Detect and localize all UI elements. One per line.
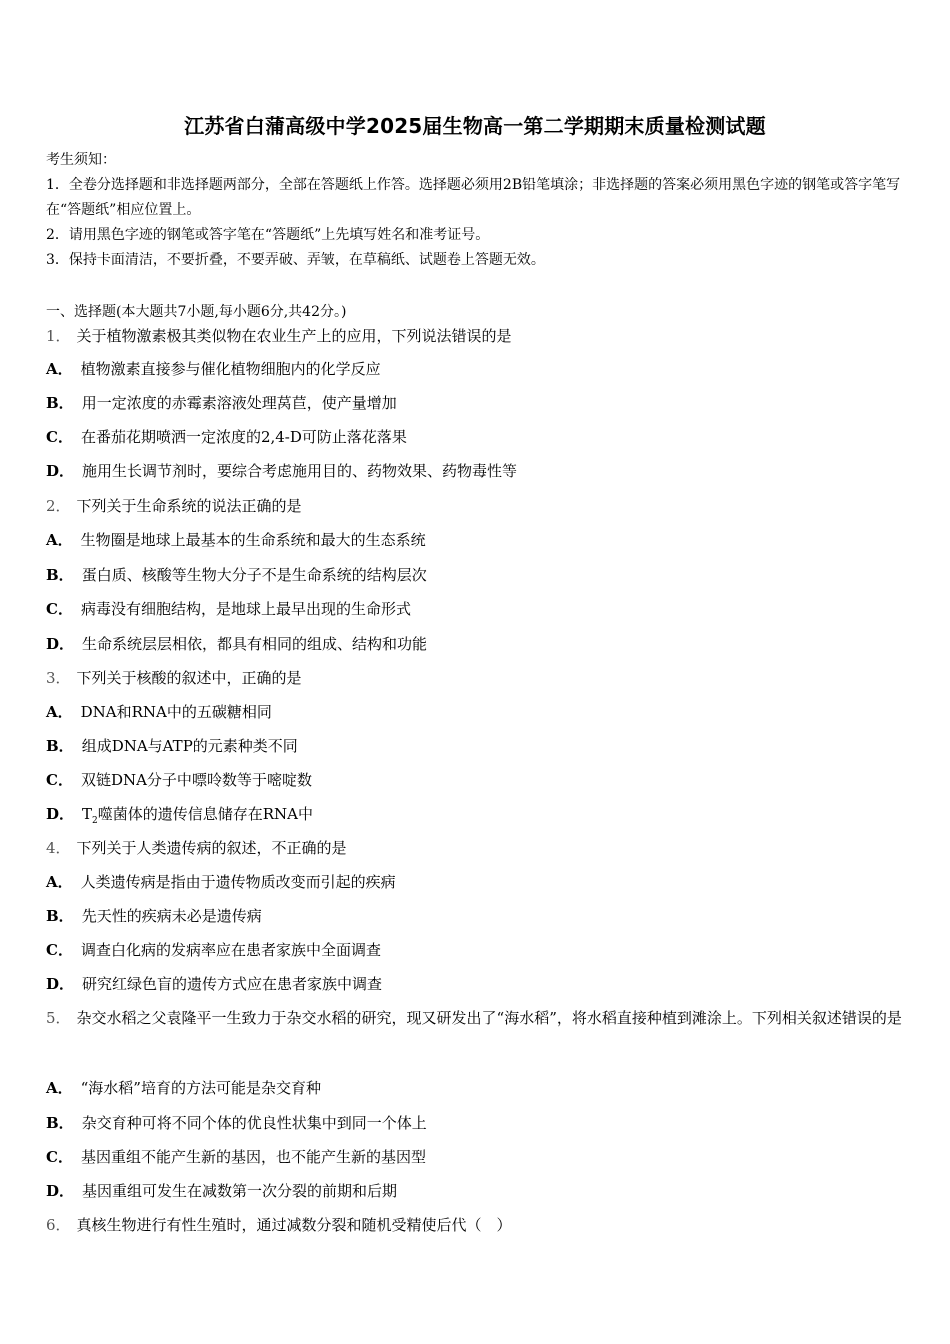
question-number: 1． bbox=[46, 327, 71, 345]
option-text: 人类遗传病是指由于遗传物质改变而引起的疾病 bbox=[80, 873, 396, 891]
option-letter: A． bbox=[46, 703, 73, 721]
option-text: T bbox=[82, 805, 93, 823]
option-letter: C． bbox=[46, 771, 73, 789]
notice-item: 2．请用黑色字迹的钢笔或答字笔在“答题纸”上先填写姓名和准考证号。 bbox=[46, 227, 490, 243]
option-letter: C． bbox=[46, 428, 73, 446]
option-letter: D． bbox=[46, 1182, 75, 1200]
question-number: 3． bbox=[46, 669, 71, 687]
question-stem: 下列关于生命系统的说法正确的是 bbox=[76, 497, 302, 515]
option-letter: B． bbox=[46, 1114, 74, 1132]
question-number: 2． bbox=[46, 497, 71, 515]
option-letter: A． bbox=[46, 360, 73, 378]
subscript-text: 2 bbox=[92, 816, 98, 826]
option-text: 生物圈是地球上最基本的生命系统和最大的生态系统 bbox=[80, 531, 426, 549]
option-text: 先天性的疾病未必是遗传病 bbox=[81, 907, 262, 925]
question-stem: 下列关于核酸的叙述中，正确的是 bbox=[76, 669, 302, 687]
option-text: DNA和RNA中的五碳糖相同 bbox=[80, 703, 272, 721]
option-text: 生命系统层层相依，都具有相同的组成、结构和功能 bbox=[82, 635, 428, 653]
option-text: 组成DNA与ATP的元素种类不同 bbox=[81, 737, 298, 755]
option-1b[interactable] bbox=[46, 393, 397, 413]
option-text: 双链DNA分子中嘌呤数等于嘧啶数 bbox=[80, 771, 312, 789]
option-text: 在番茄花期喷洒一定浓度的2,4-D可防止落花落果 bbox=[80, 428, 407, 446]
option-letter: B． bbox=[46, 566, 74, 584]
question-stem: 杂交水稻之父袁隆平一生致力于杂交水稻的研究，现又研发出了“海水稻”，将水稻直接种植到滩涂上。下列相关叙述错误的是 bbox=[76, 1009, 902, 1027]
notice-heading: 考生须知： bbox=[46, 152, 116, 168]
option-5d[interactable] bbox=[46, 1181, 397, 1201]
option-2c[interactable] bbox=[46, 599, 411, 619]
option-2a[interactable] bbox=[46, 530, 426, 550]
option-text: “海水稻”培育的方法可能是杂交育种 bbox=[80, 1079, 321, 1097]
notice-block bbox=[46, 148, 916, 273]
option-text: 基因重组不能产生新的基因，也不能产生新的基因型 bbox=[80, 1148, 426, 1166]
option-letter: B． bbox=[46, 737, 74, 755]
question-number: 5． bbox=[46, 1009, 71, 1027]
option-text: 蛋白质、核酸等生物大分子不是生命系统的结构层次 bbox=[81, 566, 427, 584]
option-text: 调查白化病的发病率应在患者家族中全面调查 bbox=[80, 941, 381, 959]
option-text: 植物激素直接参与催化植物细胞内的化学反应 bbox=[80, 360, 381, 378]
question-stem: 关于植物激素极其类似物在农业生产上的应用，下列说法错误的是 bbox=[76, 327, 512, 345]
option-text: 基因重组可发生在减数第一次分裂的前期和后期 bbox=[82, 1182, 398, 1200]
option-3c[interactable] bbox=[46, 770, 312, 790]
section-heading: 一、选择题(本大题共7小题,每小题6分,共42分。) bbox=[46, 304, 347, 320]
option-2b[interactable] bbox=[46, 565, 427, 585]
option-letter: C． bbox=[46, 941, 73, 959]
option-2d[interactable] bbox=[46, 634, 427, 654]
option-letter: D． bbox=[46, 975, 75, 993]
question-stem: 真核生物进行有性生殖时，通过减数分裂和随机受精使后代（ ） bbox=[76, 1216, 512, 1234]
option-5b[interactable] bbox=[46, 1113, 427, 1133]
option-letter: A． bbox=[46, 1079, 73, 1097]
notice-item: 1．全卷分选择题和非选择题两部分，全部在答题纸上作答。选择题必须用2B铅笔填涂；非选择题的答案必须用黑色字迹的钢笔或答字笔写在“答题纸”相应位置上。 bbox=[46, 177, 901, 218]
option-3b[interactable] bbox=[46, 736, 298, 756]
question-2 bbox=[46, 496, 916, 516]
question-stem: 下列关于人类遗传病的叙述，不正确的是 bbox=[76, 839, 347, 857]
question-6 bbox=[46, 1215, 916, 1235]
option-letter: D． bbox=[46, 635, 75, 653]
question-4 bbox=[46, 838, 916, 858]
option-letter: A． bbox=[46, 873, 73, 891]
option-text: 杂交育种可将不同个体的优良性状集中到同一个体上 bbox=[81, 1114, 427, 1132]
notice-item: 3．保持卡面清洁，不要折叠，不要弄破、弄皱，在草稿纸、试题卷上答题无效。 bbox=[46, 252, 545, 268]
option-letter: B． bbox=[46, 907, 74, 925]
option-letter: A． bbox=[46, 531, 73, 549]
option-1c[interactable] bbox=[46, 427, 407, 447]
option-text: 研究红绿色盲的遗传方式应在患者家族中调查 bbox=[82, 975, 383, 993]
option-letter: C． bbox=[46, 600, 73, 618]
option-letter: D． bbox=[46, 462, 75, 480]
question-1 bbox=[46, 326, 916, 346]
option-text: 噬菌体的遗传信息储存在RNA中 bbox=[97, 805, 314, 823]
option-1a[interactable] bbox=[46, 359, 381, 379]
option-letter: C． bbox=[46, 1148, 73, 1166]
question-number: 4． bbox=[46, 839, 71, 857]
page-title: 江苏省白蒲高级中学2025届生物高一第二学期期末质量检测试题 bbox=[184, 114, 766, 138]
option-5a[interactable] bbox=[46, 1078, 321, 1098]
option-4c[interactable] bbox=[46, 940, 381, 960]
option-text: 病毒没有细胞结构，是地球上最早出现的生命形式 bbox=[80, 600, 411, 618]
question-number: 6． bbox=[46, 1216, 71, 1234]
question-3 bbox=[46, 668, 916, 688]
option-4b[interactable] bbox=[46, 906, 262, 926]
option-3d[interactable] bbox=[46, 804, 313, 831]
question-5 bbox=[46, 1001, 916, 1035]
option-4a[interactable] bbox=[46, 872, 396, 892]
option-3a[interactable] bbox=[46, 702, 272, 722]
option-1d[interactable] bbox=[46, 461, 517, 481]
option-letter: D． bbox=[46, 805, 75, 823]
option-5c[interactable] bbox=[46, 1147, 426, 1167]
option-letter: B． bbox=[46, 394, 74, 412]
option-4d[interactable] bbox=[46, 974, 382, 994]
option-text: 施用生长调节剂时，要综合考虑施用目的、药物效果、药物毒性等 bbox=[82, 462, 518, 480]
option-text: 用一定浓度的赤霉素溶液处理莴苣，使产量增加 bbox=[81, 394, 397, 412]
